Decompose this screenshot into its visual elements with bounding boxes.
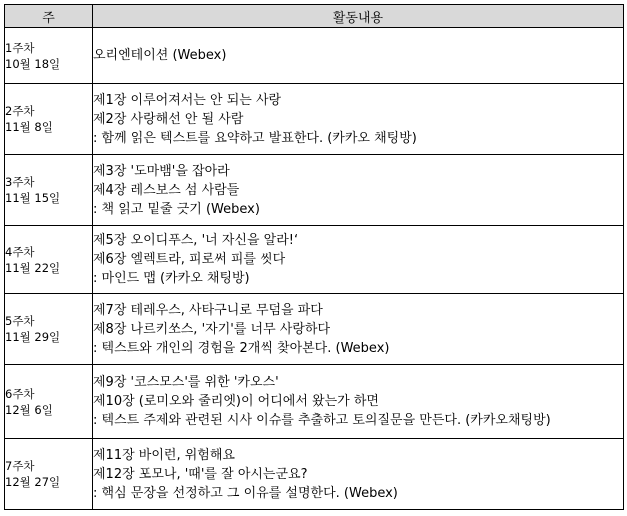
week-cell [5, 84, 93, 155]
table-row [5, 294, 624, 365]
week-date: 11월 22일 [5, 260, 61, 275]
week-date: 10월 18일 [5, 56, 61, 71]
activity-line: 제6장 엘렉트라, 피로써 피를 씻다 [93, 252, 286, 267]
header-week: 주 [5, 5, 93, 28]
activity-cell [93, 365, 624, 439]
activity-line: 제1장 이루어져서는 안 되는 사랑 [93, 92, 282, 108]
table-row [5, 155, 624, 226]
activity-cell [93, 84, 624, 155]
activity-line: 오리엔테이션 (Webex) [93, 48, 227, 63]
activity-line: 제11장 바이런, 위험해요 [93, 447, 235, 463]
activity-line: 제7장 테레우스, 사타구니로 무덤을 파다 [93, 302, 323, 318]
activity-line: : 텍스트와 개인의 경험을 2개씩 찾아본다. (Webex) [93, 340, 390, 356]
table-row [5, 365, 624, 439]
week-number: 4주차 [5, 244, 35, 259]
week-number: 2주차 [5, 104, 35, 118]
activity-cell [93, 28, 624, 84]
table-row [5, 28, 624, 84]
activity-line: 제5장 오이디푸스, '너 자신을 알라!‘ [93, 233, 299, 248]
activity-line: 제12장 포모나, '때'를 잘 아시는군요? [93, 466, 308, 482]
week-number: 6주차 [5, 386, 35, 401]
activity-cell [93, 226, 624, 294]
activity-line: : 핵심 문장을 선정하고 그 이유를 설명한다. (Webex) [93, 485, 398, 501]
week-cell [5, 28, 93, 84]
week-cell [5, 155, 93, 226]
week-number: 5주차 [5, 314, 35, 328]
activity-schedule-table [4, 4, 624, 510]
activity-line: : 텍스트 주제와 관련된 시사 이슈를 추출하고 토의질문을 만든다. (카카오채팅방) [93, 413, 551, 428]
activity-line: : 책 읽고 밑줄 긋기 (Webex) [93, 201, 260, 217]
week-cell [5, 365, 93, 439]
header-row [5, 5, 624, 28]
activity-cell [93, 155, 624, 226]
week-number: 3주차 [5, 175, 35, 189]
table-row [5, 226, 624, 294]
activity-line: 제4장 레스보스 섬 사람들 [93, 182, 240, 198]
table-row [5, 84, 624, 155]
activity-line: 제3장 '도마뱀'을 잡아라 [93, 163, 230, 179]
week-cell [5, 226, 93, 294]
activity-line: : 함께 읽은 텍스트를 요약하고 발표한다. (카카오 채팅방) [93, 130, 417, 146]
activity-cell [93, 439, 624, 510]
activity-line: 제8장 나르키쏘스, '자기'를 너무 사랑하다 [93, 321, 331, 337]
week-cell [5, 439, 93, 510]
activity-line: 제2장 사랑해선 안 될 사람 [93, 111, 244, 127]
table-row [5, 439, 624, 510]
week-number: 7주차 [5, 459, 35, 473]
activity-line: : 마인드 맵 (카카오 채팅방) [93, 271, 250, 286]
activity-cell [93, 294, 624, 365]
header-activity: 활동내용 [93, 5, 624, 28]
week-date: 12월 27일 [5, 475, 61, 489]
week-date: 11월 29일 [5, 330, 61, 344]
activity-line: 제10장 (로미오와 줄리엣)이 어디에서 왔는가 하면 [93, 394, 379, 409]
week-date: 12월 6일 [5, 402, 53, 417]
week-date: 11월 15일 [5, 191, 61, 205]
activity-line: 제9장 '코스모스'를 위한 '카오스' [93, 375, 279, 390]
week-date: 11월 8일 [5, 120, 53, 134]
week-cell [5, 294, 93, 365]
week-number: 1주차 [5, 40, 35, 55]
